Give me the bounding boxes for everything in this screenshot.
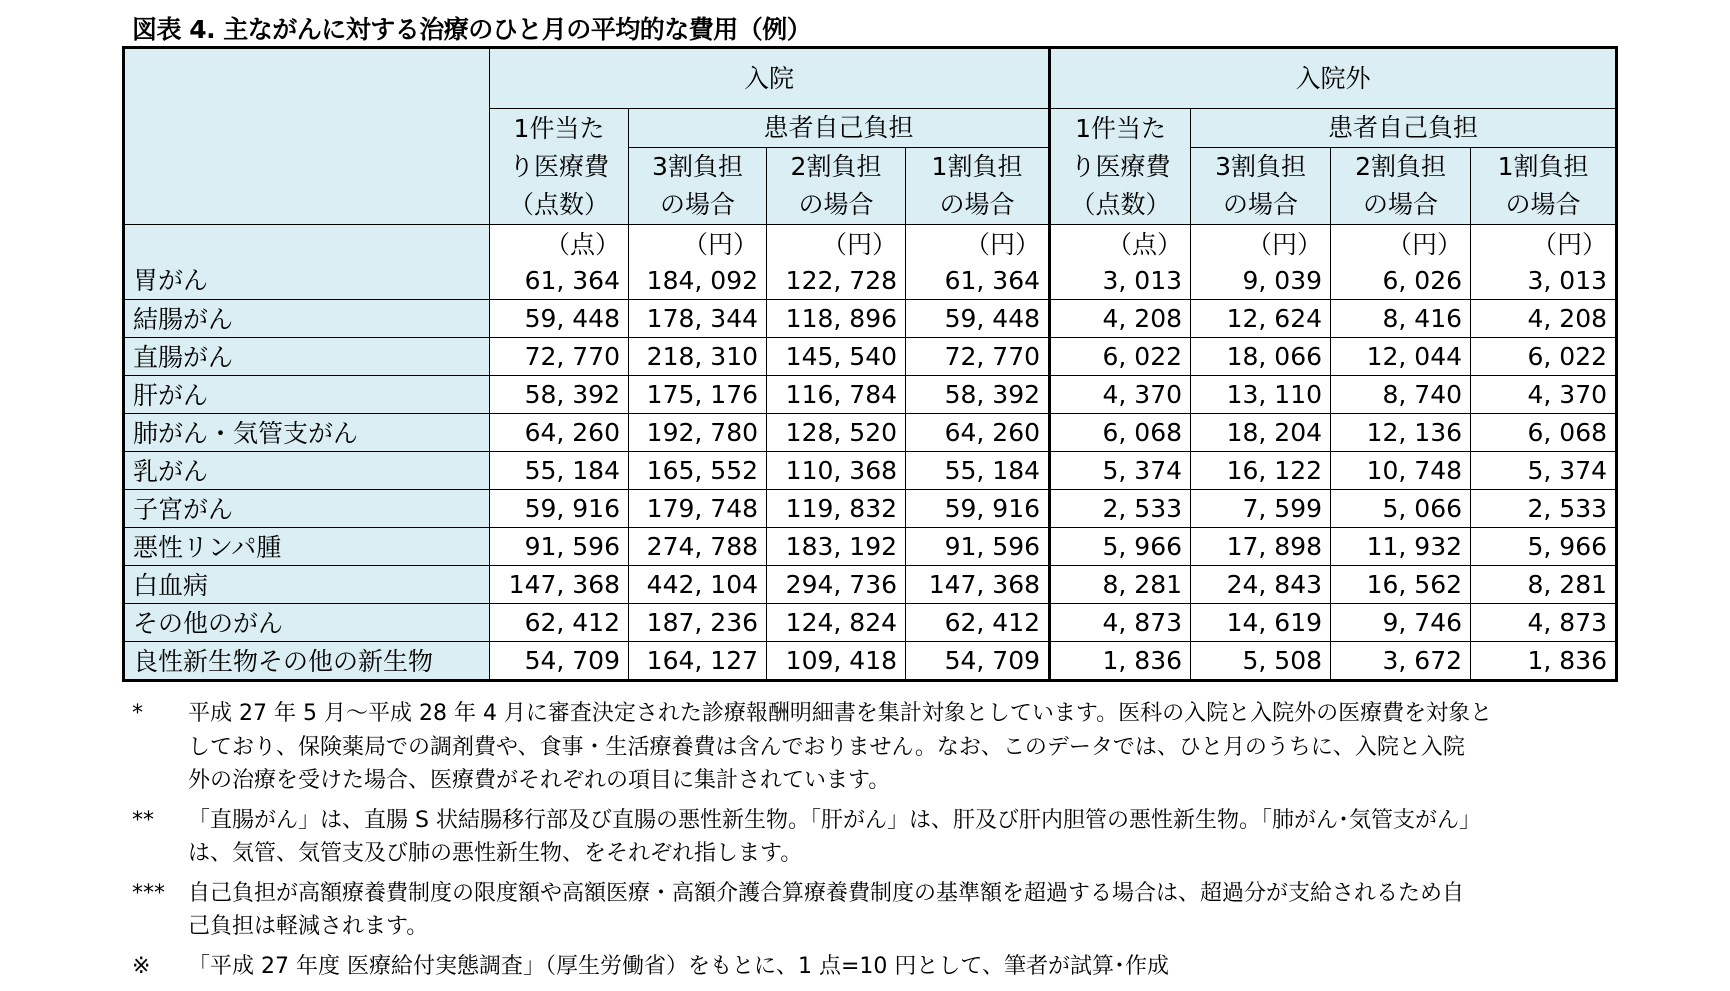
value-cell: 4, 370 <box>1471 375 1617 413</box>
outpatient-per-case-header: 1件当た り医療費 （点数） <box>1050 109 1191 225</box>
value-cell: 91, 596 <box>906 527 1050 565</box>
footnote <box>132 877 1612 944</box>
footnote-line: 平成 27 年 5 月～平成 28 年 4 月に審査決定された診療報酬明細書を集計対象としています。医科の入院と入院外の医療費を対象と <box>188 701 1493 726</box>
value-cell: 5, 066 <box>1331 489 1471 527</box>
value-cell: 2, 533 <box>1050 489 1191 527</box>
value-cell: 147, 368 <box>490 565 629 603</box>
table-row <box>124 337 1617 375</box>
unit-label: （円） <box>1471 225 1617 262</box>
value-cell: 4, 370 <box>1050 375 1191 413</box>
value-cell: 8, 416 <box>1331 299 1471 337</box>
value-cell: 5, 508 <box>1191 641 1331 680</box>
unit-label: （点） <box>1050 225 1191 262</box>
footnotes <box>132 697 1612 989</box>
value-cell: 61, 364 <box>906 262 1050 300</box>
value-cell: 8, 281 <box>1471 565 1617 603</box>
value-cell: 119, 832 <box>767 489 906 527</box>
value-cell: 12, 624 <box>1191 299 1331 337</box>
footnote-mark: *** <box>132 880 165 906</box>
value-cell: 72, 770 <box>906 337 1050 375</box>
value-cell: 4, 208 <box>1471 299 1617 337</box>
value-cell: 184, 092 <box>629 262 767 300</box>
value-cell: 6, 068 <box>1050 413 1191 451</box>
value-cell: 58, 392 <box>490 375 629 413</box>
value-cell: 13, 110 <box>1191 375 1331 413</box>
value-cell: 14, 619 <box>1191 603 1331 641</box>
value-cell: 17, 898 <box>1191 527 1331 565</box>
value-cell: 59, 916 <box>906 489 1050 527</box>
inpatient-pay1-header: 1割負担 の場合 <box>906 148 1050 225</box>
footnote <box>132 804 1612 871</box>
table-row <box>124 375 1617 413</box>
value-cell: 274, 788 <box>629 527 767 565</box>
row-label: 胃がん <box>124 225 490 300</box>
corner-header <box>124 48 490 225</box>
row-label: 肝がん <box>124 375 490 413</box>
table-row <box>124 603 1617 641</box>
footnote-line: 「直腸がん」は、直腸 S 状結腸移行部及び直腸の悪性新生物。「肝がん」は、肝及び肝内胆管の悪性新生物。「肺がん･気管支がん」 <box>188 807 1481 833</box>
footnote-mark: ※ <box>132 953 151 979</box>
value-cell: 18, 204 <box>1191 413 1331 451</box>
inpatient-self-pay-header: 患者自己負担 <box>629 109 1050 148</box>
value-cell: 61, 364 <box>490 262 629 300</box>
unit-label: （点） <box>490 225 629 262</box>
value-cell: 109, 418 <box>767 641 906 680</box>
value-cell: 55, 184 <box>906 451 1050 489</box>
cost-table <box>122 46 1618 682</box>
value-cell: 175, 176 <box>629 375 767 413</box>
value-cell: 147, 368 <box>906 565 1050 603</box>
footnote-line: 己負担は軽減されます。 <box>188 914 429 939</box>
value-cell: 6, 022 <box>1471 337 1617 375</box>
inpatient-per-case-header: 1件当た り医療費 （点数） <box>490 109 629 225</box>
row-label: 子宮がん <box>124 489 490 527</box>
value-cell: 118, 896 <box>767 299 906 337</box>
figure-title: 図表 4. 主ながんに対する治療のひと月の平均的な費用（例） <box>132 15 812 44</box>
value-cell: 64, 260 <box>906 413 1050 451</box>
value-cell: 55, 184 <box>490 451 629 489</box>
value-cell: 12, 044 <box>1331 337 1471 375</box>
footnote-mark: ** <box>132 807 154 833</box>
value-cell: 58, 392 <box>906 375 1050 413</box>
value-cell: 122, 728 <box>767 262 906 300</box>
value-cell: 165, 552 <box>629 451 767 489</box>
value-cell: 178, 344 <box>629 299 767 337</box>
value-cell: 6, 068 <box>1471 413 1617 451</box>
outpatient-self-pay-header: 患者自己負担 <box>1191 109 1617 148</box>
value-cell: 6, 026 <box>1331 262 1471 300</box>
table-row <box>124 451 1617 489</box>
unit-label: （円） <box>767 225 906 262</box>
value-cell: 187, 236 <box>629 603 767 641</box>
footnote-mark: * <box>132 701 143 726</box>
value-cell: 3, 672 <box>1331 641 1471 680</box>
value-cell: 4, 873 <box>1050 603 1191 641</box>
row-label: 乳がん <box>124 451 490 489</box>
value-cell: 110, 368 <box>767 451 906 489</box>
value-cell: 6, 022 <box>1050 337 1191 375</box>
value-cell: 5, 966 <box>1471 527 1617 565</box>
value-cell: 5, 374 <box>1471 451 1617 489</box>
inpatient-pay3-header: 3割負担 の場合 <box>629 148 767 225</box>
table-row <box>124 527 1617 565</box>
row-label: 直腸がん <box>124 337 490 375</box>
value-cell: 9, 746 <box>1331 603 1471 641</box>
value-cell: 1, 836 <box>1050 641 1191 680</box>
outpatient-pay3-header: 3割負担 の場合 <box>1191 148 1331 225</box>
row-label: 結腸がん <box>124 299 490 337</box>
unit-label: （円） <box>1331 225 1471 262</box>
table-row <box>124 641 1617 680</box>
value-cell: 64, 260 <box>490 413 629 451</box>
value-cell: 8, 281 <box>1050 565 1191 603</box>
value-cell: 218, 310 <box>629 337 767 375</box>
footnote-line: 外の治療を受けた場合、医療費がそれぞれの項目に集計されています。 <box>188 768 891 793</box>
inpatient-header: 入院 <box>490 48 1050 109</box>
value-cell: 8, 740 <box>1331 375 1471 413</box>
value-cell: 54, 709 <box>906 641 1050 680</box>
value-cell: 9, 039 <box>1191 262 1331 300</box>
value-cell: 5, 374 <box>1050 451 1191 489</box>
footnote <box>132 950 1612 984</box>
value-cell: 4, 208 <box>1050 299 1191 337</box>
row-label: 白血病 <box>124 565 490 603</box>
unit-label: （円） <box>629 225 767 262</box>
value-cell: 62, 412 <box>490 603 629 641</box>
value-cell: 11, 932 <box>1331 527 1471 565</box>
inpatient-pay2-header: 2割負担 の場合 <box>767 148 906 225</box>
value-cell: 7, 599 <box>1191 489 1331 527</box>
row-label: 良性新生物その他の新生物 <box>124 641 490 680</box>
value-cell: 72, 770 <box>490 337 629 375</box>
footnote-line: は、気管、気管支及び肺の悪性新生物、をそれぞれ指します。 <box>188 841 803 866</box>
value-cell: 3, 013 <box>1471 262 1617 300</box>
value-cell: 54, 709 <box>490 641 629 680</box>
value-cell: 10, 748 <box>1331 451 1471 489</box>
value-cell: 164, 127 <box>629 641 767 680</box>
footnote-line: 「平成 27 年度 医療給付実態調査」（厚生労働省）をもとに、1 点=10 円として、筆者が試算･作成 <box>188 953 1169 979</box>
outpatient-pay2-header: 2割負担 の場合 <box>1331 148 1471 225</box>
value-cell: 24, 843 <box>1191 565 1331 603</box>
value-cell: 442, 104 <box>629 565 767 603</box>
value-cell: 18, 066 <box>1191 337 1331 375</box>
row-label: 悪性リンパ腫 <box>124 527 490 565</box>
value-cell: 294, 736 <box>767 565 906 603</box>
outpatient-header: 入院外 <box>1050 48 1617 109</box>
value-cell: 124, 824 <box>767 603 906 641</box>
value-cell: 179, 748 <box>629 489 767 527</box>
value-cell: 59, 448 <box>906 299 1050 337</box>
table-row <box>124 565 1617 603</box>
table-row <box>124 489 1617 527</box>
table-row <box>124 413 1617 451</box>
value-cell: 4, 873 <box>1471 603 1617 641</box>
outpatient-pay1-header: 1割負担 の場合 <box>1471 148 1617 225</box>
value-cell: 12, 136 <box>1331 413 1471 451</box>
value-cell: 5, 966 <box>1050 527 1191 565</box>
value-cell: 59, 916 <box>490 489 629 527</box>
value-cell: 1, 836 <box>1471 641 1617 680</box>
value-cell: 3, 013 <box>1050 262 1191 300</box>
value-cell: 91, 596 <box>490 527 629 565</box>
value-cell: 59, 448 <box>490 299 629 337</box>
row-label: 肺がん・気管支がん <box>124 413 490 451</box>
footnote-line: 自己負担が高額療養費制度の限度額や高額医療・高額介護合算療養費制度の基準額を超過する場合は、超過分が支給されるため自 <box>188 880 1465 906</box>
value-cell: 128, 520 <box>767 413 906 451</box>
row-label: その他のがん <box>124 603 490 641</box>
footnote-line: しており、保険薬局での調剤費や、食事・生活療養費は含んでおりません。なお、このデータでは、ひと月のうちに、入院と入院 <box>188 734 1465 760</box>
value-cell: 62, 412 <box>906 603 1050 641</box>
value-cell: 16, 122 <box>1191 451 1331 489</box>
table-row <box>124 299 1617 337</box>
value-cell: 2, 533 <box>1471 489 1617 527</box>
unit-label: （円） <box>906 225 1050 262</box>
value-cell: 183, 192 <box>767 527 906 565</box>
value-cell: 116, 784 <box>767 375 906 413</box>
value-cell: 145, 540 <box>767 337 906 375</box>
unit-label: （円） <box>1191 225 1331 262</box>
footnote <box>132 697 1612 798</box>
value-cell: 16, 562 <box>1331 565 1471 603</box>
value-cell: 192, 780 <box>629 413 767 451</box>
